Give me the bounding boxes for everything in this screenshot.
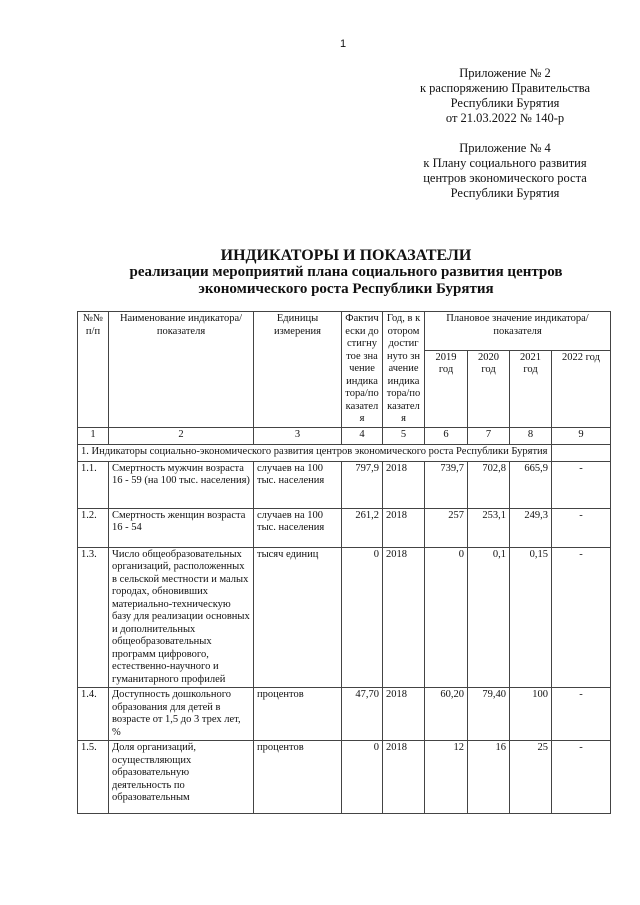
header-unit: Единицы измерения	[254, 312, 342, 428]
row-2020: 79,40	[468, 688, 510, 741]
col-number: 6	[425, 427, 468, 444]
row-2020: 702,8	[468, 461, 510, 508]
row-num: 1.4.	[78, 688, 109, 741]
row-actual: 47,70	[342, 688, 383, 741]
row-actual: 0	[342, 547, 383, 688]
header-2022: 2022 год	[552, 350, 611, 427]
table-row	[78, 547, 611, 688]
row-2019: 739,7	[425, 461, 468, 508]
section-empty-cell	[552, 444, 611, 461]
section-title: 1. Индикаторы социально-экономического развития центров экономического роста Республики Бурятия	[78, 444, 552, 461]
row-2022: -	[552, 547, 611, 688]
appendix-4-block	[400, 141, 610, 201]
row-num: 1.1.	[78, 461, 109, 508]
table-row	[78, 741, 611, 814]
col-number: 9	[552, 427, 611, 444]
col-number: 2	[109, 427, 254, 444]
row-2022: -	[552, 688, 611, 741]
row-unit: случаев на 100 тыс. населения	[254, 508, 342, 547]
header-2019: 2019 год	[425, 350, 468, 427]
col-number: 8	[510, 427, 552, 444]
row-2021: 249,3	[510, 508, 552, 547]
title-line-1: ИНДИКАТОРЫ И ПОКАЗАТЕЛИ	[220, 247, 472, 264]
document-title	[80, 247, 612, 298]
header-num: №№ п/п	[78, 312, 109, 428]
section-row	[78, 444, 611, 461]
row-2021: 665,9	[510, 461, 552, 508]
column-number-row	[78, 427, 611, 444]
row-unit: процентов	[254, 688, 342, 741]
row-actual: 261,2	[342, 508, 383, 547]
row-2022: -	[552, 508, 611, 547]
row-year: 2018	[383, 741, 425, 814]
col-number: 3	[254, 427, 342, 444]
row-2022: -	[552, 461, 611, 508]
col-number: 4	[342, 427, 383, 444]
row-2021: 100	[510, 688, 552, 741]
row-num: 1.3.	[78, 547, 109, 688]
row-unit: случаев на 100 тыс. населения	[254, 461, 342, 508]
row-name: Смертность женщин возраста 16 - 54	[109, 508, 254, 547]
col-number: 5	[383, 427, 425, 444]
row-unit: процентов	[254, 741, 342, 814]
row-2019: 257	[425, 508, 468, 547]
page-number: 1	[339, 38, 347, 50]
appendix-2-line: к распоряжению Правительства	[419, 81, 590, 95]
row-year: 2018	[383, 547, 425, 688]
row-2020: 0,1	[468, 547, 510, 688]
appendix-2-line: Приложение № 2	[459, 66, 551, 80]
table-row	[78, 688, 611, 741]
header-2021: 2021 год	[510, 350, 552, 427]
appendix-2-line: от 21.03.2022 № 140-р	[445, 111, 565, 125]
row-2019: 12	[425, 741, 468, 814]
row-year: 2018	[383, 688, 425, 741]
header-2020: 2020 год	[468, 350, 510, 427]
row-2021: 0,15	[510, 547, 552, 688]
title-line-3: экономического роста Республики Бурятия	[198, 281, 494, 297]
table-row	[78, 461, 611, 508]
row-name: Доступность дошкольного образования для детей в возрасте от 1,5 до 3 трех лет, %	[109, 688, 254, 741]
col-number: 1	[78, 427, 109, 444]
appendix-4-line: к Плану социального развития	[423, 156, 587, 170]
table-row	[78, 508, 611, 547]
header-planned: Плановое значение индикатора/показателя	[425, 312, 611, 351]
row-name: Смертность мужчин возраста 16 - 59 (на 100 тыс. населения)	[109, 461, 254, 508]
row-name: Доля организаций, осуществляющих образовательную деятельность по образовательным	[109, 741, 254, 814]
row-2020: 253,1	[468, 508, 510, 547]
header-name: Наименование индикатора/показателя	[109, 312, 254, 428]
appendix-2-block	[400, 66, 610, 126]
row-2021: 25	[510, 741, 552, 814]
col-number: 7	[468, 427, 510, 444]
indicators-table	[77, 311, 611, 814]
row-2022: -	[552, 741, 611, 814]
header-year: Год, в котором достигнуто значение индикатора/показателя	[383, 312, 425, 428]
row-year: 2018	[383, 461, 425, 508]
appendix-4-line: Приложение № 4	[459, 141, 551, 155]
row-2019: 60,20	[425, 688, 468, 741]
row-num: 1.5.	[78, 741, 109, 814]
appendix-2-line: Республики Бурятия	[450, 96, 560, 110]
appendix-4-line: Республики Бурятия	[450, 186, 560, 200]
row-actual: 797,9	[342, 461, 383, 508]
row-year: 2018	[383, 508, 425, 547]
row-num: 1.2.	[78, 508, 109, 547]
row-2020: 16	[468, 741, 510, 814]
title-line-2: реализации мероприятий плана социального развития центров	[129, 264, 563, 280]
appendix-4-line: центров экономического роста	[423, 171, 587, 185]
row-2019: 0	[425, 547, 468, 688]
row-unit: тысяч единиц	[254, 547, 342, 688]
row-name: Число общеобразовательных организаций, расположенных в сельской местности и малых городах, обновивших материально-техническую базу для реализации основных и дополнительных общеобразовательных программ цифрового, естественно-научного и гуманитарного профилей	[109, 547, 254, 688]
row-actual: 0	[342, 741, 383, 814]
header-actual: Фактически достигнутое значение индикатора/показателя	[342, 312, 383, 428]
